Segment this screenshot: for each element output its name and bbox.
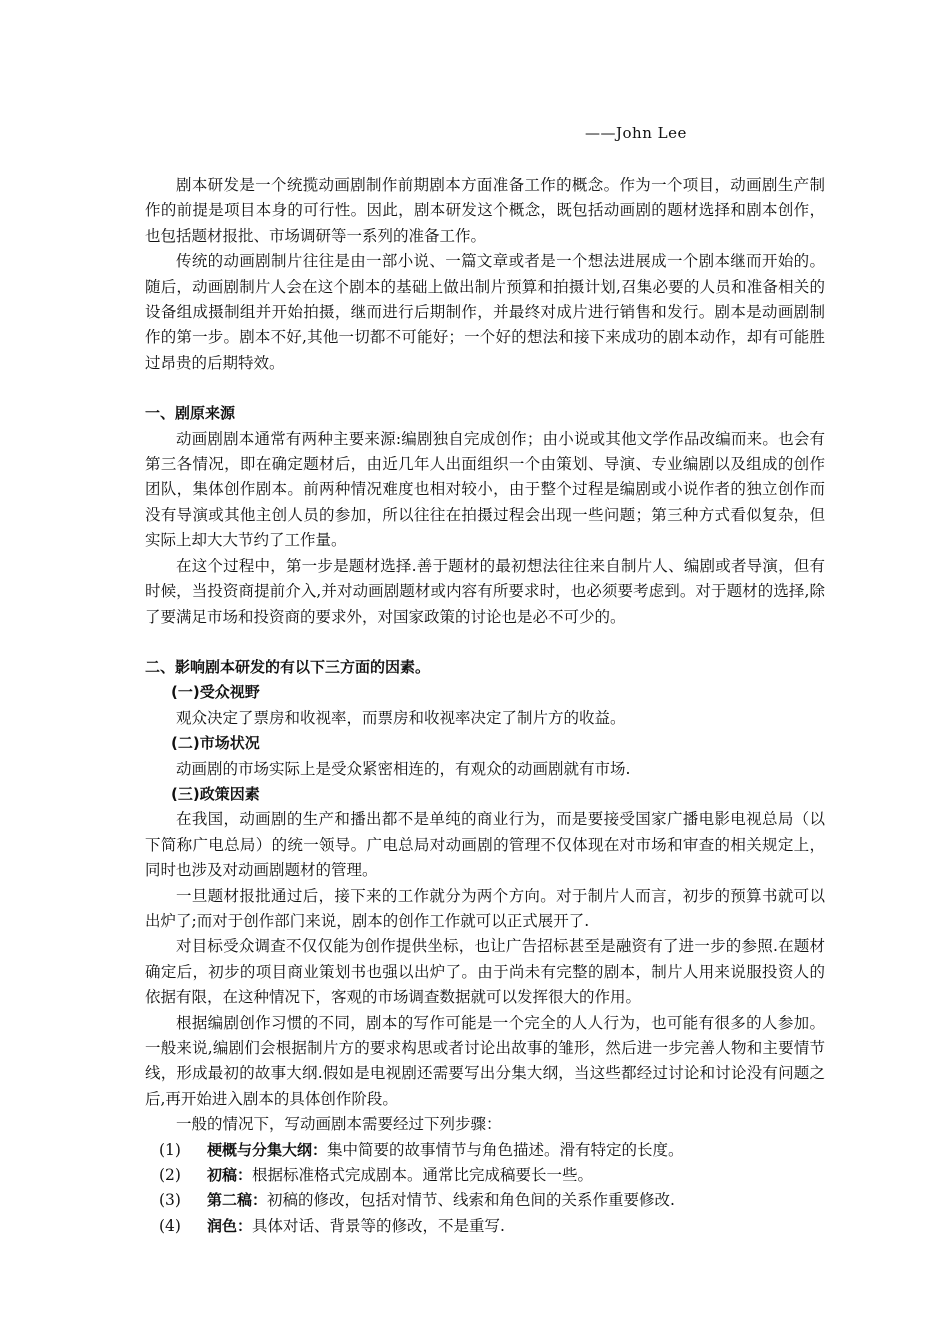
step-item <box>145 1214 825 1239</box>
step-number: (4) <box>159 1216 181 1235</box>
subsection-audience-heading: (一)受众视野 <box>171 683 260 702</box>
document-body <box>145 173 825 1239</box>
step-name: 润色： <box>207 1216 253 1235</box>
policy-paragraph-3: 对目标受众调查不仅仅能为创作提供坐标，也让广告招标甚至是融资有了进一步的参照.在题材确定后，初步的项目商业策划书也强以出炉了。由于尚未有完整的剧本，制片人用来说服投资人的依据有限，在这种情况下，客观的市场调查数据就可以发挥很大的作用。 <box>145 937 825 1007</box>
subsection-market-heading: (二)市场状况 <box>171 734 260 753</box>
step-description: 根据标准格式完成剧本。通常比完成稿要长一些。 <box>252 1166 594 1185</box>
spacer <box>145 376 825 401</box>
step-name: 第二稿： <box>207 1191 268 1210</box>
intro-paragraph-2: 传统的动画剧制片往往是由一部小说、一篇文章或者是一个想法进展成一个剧本继而开始的。随后，动画剧制片人会在这个剧本的基础上做出制片预算和拍摄计划,召集必要的人员和准备相关的设备组成摄制组并开始拍摄，继而进行后期制作，并最终对成片进行销售和发行。剧本是动画剧制作的第一步。剧本不好,其他一切都不可能好；一个好的想法和接下来成功的剧本动作，却有可能胜过昂贵的后期特效。 <box>145 252 825 372</box>
step-description: 集中简要的故事情节与角色描述。滑有特定的长度。 <box>327 1140 684 1159</box>
policy-paragraph-4: 根据编剧创作习惯的不同，剧本的写作可能是一个完全的人人行为，也可能有很多的人参加。一般来说,编剧们会根据制片方的要求构思或者讨论出故事的雏形，然后进一步完善人物和主要情节线，形成最初的故事大纲.假如是电视剧还需要写出分集大纲，当这些都经过讨论和讨论没有问题之后,再开始进入剧本的具体创作阶段。 <box>145 1013 825 1108</box>
step-description: 具体对话、背景等的修改，不是重写. <box>252 1216 505 1235</box>
step-number: (1) <box>159 1140 181 1159</box>
policy-paragraph-1: 在我国，动画剧的生产和播出都不是单纯的商业行为，而是要接受国家广播电影电视总局（以下简称广电总局）的统一领导。广电总局对动画剧的管理不仅体现在对市场和审查的相关规定上，同时也涉及对动画剧题材的管理。 <box>145 810 825 880</box>
subsection-market-text: 动画剧的市场实际上是受众紧密相连的，有观众的动画剧就有市场. <box>176 759 631 778</box>
step-item <box>145 1188 825 1213</box>
spacer <box>145 630 825 655</box>
section-1-paragraph-2: 在这个过程中，第一步是题材选择.善于题材的最初想法往往来自制片人、编剧或者导演，但有时候，当投资商提前介入,并对动画剧题材或内容有所要求时，也必须要考虑到。对于题材的选择,除了要满足市场和投资商的要求外，对国家政策的讨论也是必不可少的。 <box>145 556 825 626</box>
subsection-policy-heading: (三)政策因素 <box>171 784 260 803</box>
step-number: (2) <box>159 1166 181 1185</box>
section-2-heading: 二、影响剧本研发的有以下三方面的因素。 <box>145 657 431 676</box>
subsection-audience-text: 观众决定了票房和收视率，而票房和收视率决定了制片方的收益。 <box>176 708 626 727</box>
byline: ——John Lee <box>585 124 687 142</box>
intro-paragraph-1: 剧本研发是一个统揽动画剧制作前期剧本方面准备工作的概念。作为一个项目，动画剧生产制作的前提是项目本身的可行性。因此，剧本研发这个概念，既包括动画剧的题材选择和剧本创作，也包括题材报批、市场调研等一系列的准备工作。 <box>145 176 825 245</box>
step-description: 初稿的修改，包括对情节、线索和角色间的关系作重要修改. <box>267 1191 675 1210</box>
section-1-paragraph-1: 动画剧剧本通常有两种主要来源:编剧独自完成创作；由小说或其他文学作品改编而来。也会有第三各情况，即在确定题材后，由近几年人出面组织一个由策划、导演、专业编剧以及组成的创作团队，集体创作剧本。前两种情况难度也相对较小，由于整个过程是编剧或小说作者的独立创作而没有导演或其他主创人员的参加，所以往往在拍摄过程会出现一些问题；第三种方式看似复杂，但实际上却大大节约了工作量。 <box>145 429 825 550</box>
step-name: 梗概与分集大纲： <box>207 1140 328 1159</box>
step-name: 初稿： <box>207 1166 253 1185</box>
policy-paragraph-5: 一般的情况下，写动画剧本需要经过下列步骤： <box>176 1115 502 1134</box>
step-item <box>145 1163 825 1188</box>
policy-paragraph-2: 一旦题材报批通过后，接下来的工作就分为两个方向。对于制片人而言，初步的预算书就可以出炉了;而对于创作部门来说，剧本的创作工作就可以正式展开了. <box>145 886 825 930</box>
step-item <box>145 1138 825 1163</box>
step-number: (3) <box>159 1191 181 1210</box>
section-1-heading: 一、剧原来源 <box>145 404 236 423</box>
